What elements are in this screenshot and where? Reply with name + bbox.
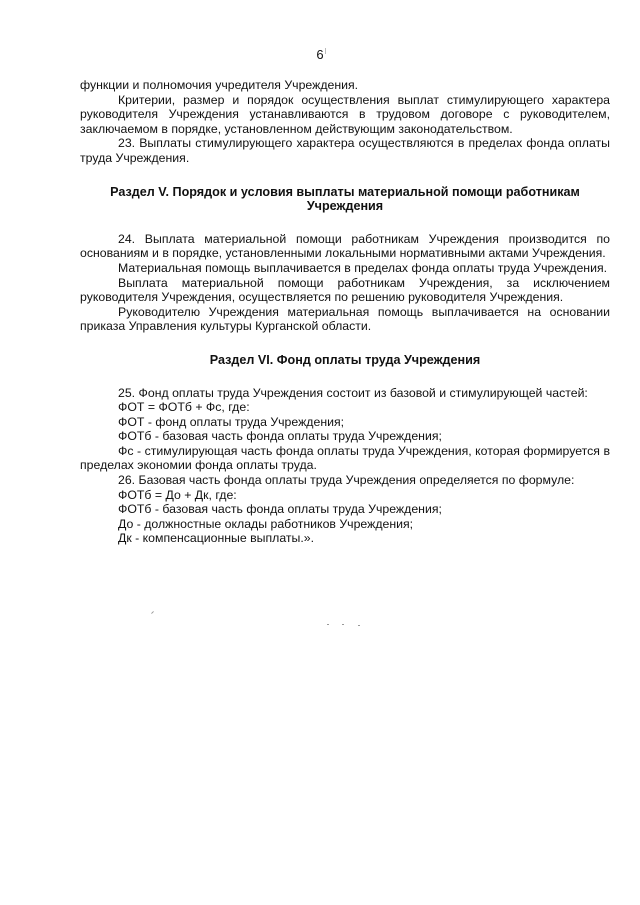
definition-do: До - должностные оклады работников Учреждения; — [118, 516, 414, 531]
paragraph-aid-decision: Выплата материальной помощи работникам Учреждения, за исключением руководителя Учреждения, осуществляется по решению руководителя Учреждения. — [80, 275, 610, 305]
definition-fs: Фс - стимулирующая часть фонда оплаты труда Учреждения, которая формируется в пределах экономии фонда оплаты труда. — [80, 443, 610, 473]
definition-fotb-2: ФОТб - базовая часть фонда оплаты труда Учреждения; — [118, 502, 442, 517]
page-number: 6 — [316, 47, 324, 62]
paragraph-24: 24. Выплата материальной помощи работникам Учреждения производится по основаниям и в порядке, установленными локальными нормативными актами Учреждения. — [80, 231, 610, 261]
paragraph-23: 23. Выплаты стимулирующего характера осуществляются в пределах фонда оплаты труда Учреждения. — [80, 136, 610, 165]
scan-speck — [327, 624, 329, 625]
paragraph-material-aid: Материальная помощь выплачивается в пределах фонда оплаты труда Учреждения. — [118, 260, 608, 275]
section-5-heading — [80, 185, 610, 214]
paragraph-aid-head: Руководителю Учреждения материальная помощь выплачивается на основании приказа Управления культуры Курганской области. — [80, 304, 610, 334]
scan-speck — [342, 624, 344, 625]
line-25: 25. Фонд оплаты труда Учреждения состоит из базовой и стимулирующей частей: — [118, 385, 588, 400]
definition-fot: ФОТ - фонд оплаты труда Учреждения; — [118, 414, 345, 429]
scan-speck — [151, 611, 154, 614]
section-5-heading-line2: Учреждения — [306, 199, 384, 214]
paragraph-continuation: функции и полномочия учредителя Учреждения. — [80, 78, 359, 92]
formula-fot: ФОТ = ФОТб + Фс, где: — [118, 400, 250, 415]
line-26: 26. Базовая часть фонда оплаты труда Учреждения определяется по формуле: — [118, 473, 575, 488]
paragraph-criteria: Критерии, размер и порядок осуществления выплат стимулирующего характера руководителя Учреждения устанавливаются в трудовом договоре с руководителем, заключаемом в порядке, установленном действующим законодательством. — [80, 92, 610, 136]
scan-speck — [358, 625, 360, 626]
section-5-heading-line1: Раздел V. Порядок и условия выплаты материальной помощи работникам — [110, 184, 580, 199]
document-body — [80, 78, 610, 546]
formula-fotb: ФОТб = До + Дк, где: — [118, 487, 237, 502]
scan-speck — [325, 48, 326, 54]
definition-dk: Дк - компенсационные выплаты.». — [118, 531, 315, 546]
definition-fotb: ФОТб - базовая часть фонда оплаты труда Учреждения; — [118, 429, 442, 444]
section-6-heading: Раздел VI. Фонд оплаты труда Учреждения — [209, 352, 481, 367]
